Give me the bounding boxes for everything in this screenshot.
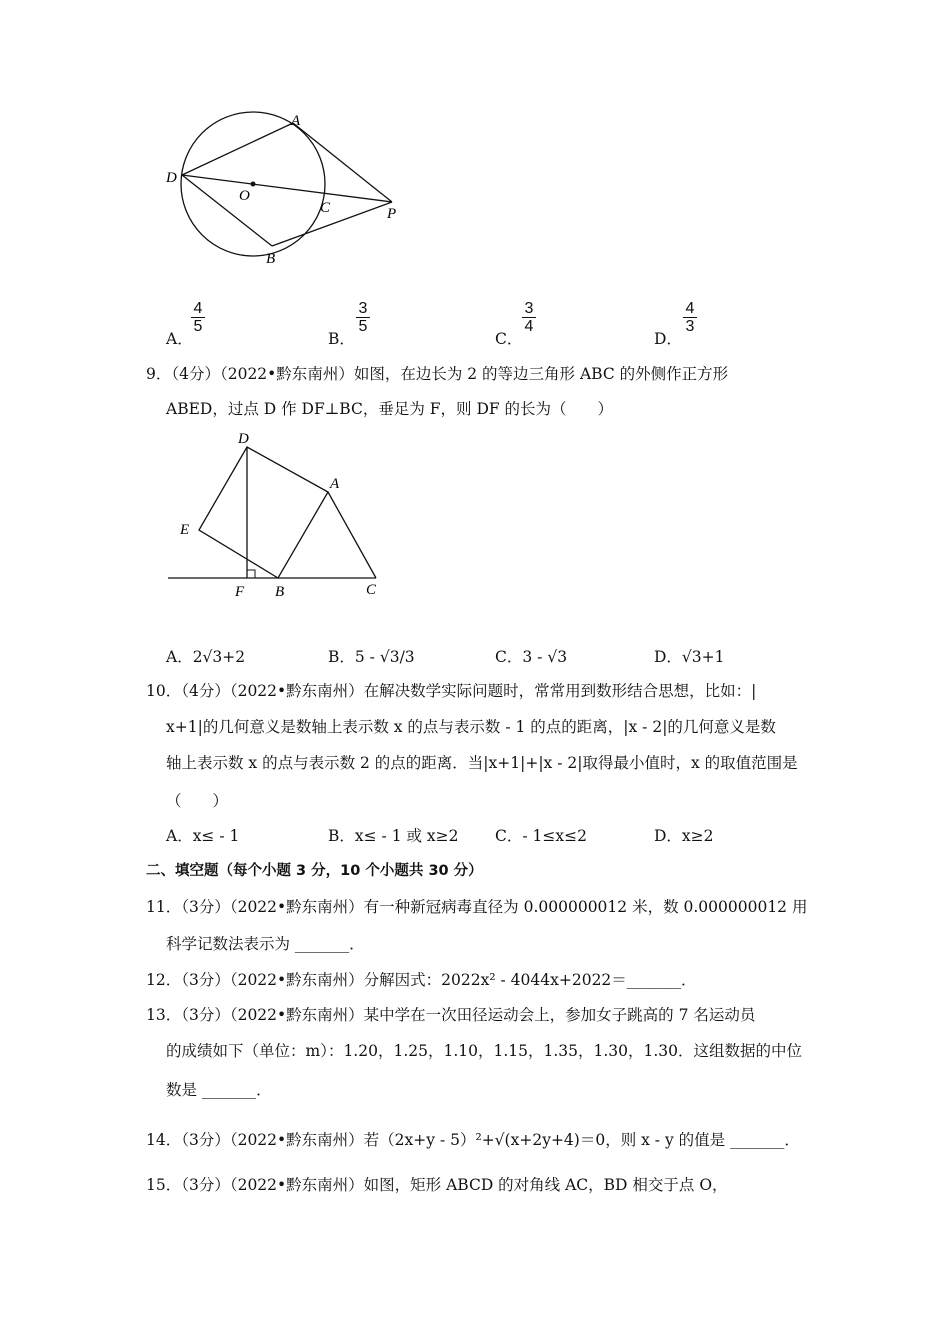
label-a: A (330, 476, 340, 492)
q13-line-2: 的成绩如下（单位：m）：1.20，1.25，1.10，1.15，1.35，1.30，1.30．这组数据的中位 (166, 1042, 803, 1060)
label-o: O (239, 188, 250, 204)
q10-line-2: x+1|的几何意义是数轴上表示数 x 的点与表示数 - 1 的点的距离，|x - 2|的几何意义是数 (166, 718, 776, 736)
q11-line-1: 11．（3分）（2022•黔东南州）有一种新冠病毒直径为 0.000000012 米，数 0.000000012 用 (146, 898, 808, 916)
q14-line-1: 14．（3分）（2022•黔东南州）若（2x+y - 5）²+√(x+2y+4)＝0，则 x - y 的值是 _______． (146, 1131, 800, 1149)
segment-dp (182, 175, 392, 202)
q13-line-1: 13．（3分）（2022•黔东南州）某中学在一次田径运动会上，参加女子跳高的 7 名运动员 (146, 1006, 756, 1024)
option-d-label: D． (654, 330, 682, 348)
q9-option-c: C．3 - √3 (495, 648, 568, 666)
segment-ap (293, 123, 392, 202)
option-c-label: C． (495, 330, 523, 348)
option-a-label: A． (166, 330, 193, 348)
q10-option-c: C．- 1≤x≤2 (495, 827, 587, 845)
q10-line-3: 轴上表示数 x 的点与表示数 2 的点的距离．当|x+1|+|x - 2|取得最小值时，x 的取值范围是 (166, 754, 798, 772)
q9-option-b: B．5 - √3/3 (328, 648, 415, 666)
label-c: C (320, 200, 331, 216)
option-d-fraction: 4 3 (683, 300, 697, 335)
label-c: C (366, 582, 377, 598)
q10-line-1: 10．（4分）（2022•黔东南州）在解决数学实际问题时，常常用到数形结合思想，比如：| (146, 682, 757, 700)
option-b-fraction: 3 5 (356, 300, 370, 335)
segment-db (182, 175, 272, 246)
q10-line-4: （ ） (166, 792, 229, 810)
label-d: D (238, 431, 249, 447)
square-triangle-figure (168, 431, 377, 600)
q10-option-b: B．x≤ - 1 或 x≥2 (328, 827, 459, 845)
segment-bp (272, 202, 392, 246)
q9-line-1: 9．（4分）（2022•黔东南州）如图，在边长为 2 的等边三角形 ABC 的外侧作正方形 (146, 365, 729, 383)
q12-line-1: 12．（3分）（2022•黔东南州）分解因式：2022x² - 4044x+2022＝_______． (146, 971, 697, 989)
label-b: B (266, 251, 276, 267)
option-c-fraction: 3 4 (522, 300, 536, 335)
q10-option-d: D．x≥2 (654, 827, 714, 845)
q9-option-d: D．√3+1 (654, 648, 725, 666)
label-b: B (275, 584, 285, 600)
option-a-fraction: 4 5 (191, 300, 205, 335)
label-p: P (387, 206, 397, 222)
section-heading: 二、填空题（每个小题 3 分，10 个小题共 30 分） (146, 863, 483, 879)
center-point (251, 182, 256, 187)
q11-line-2: 科学记数法表示为 _______． (166, 935, 365, 953)
q10-option-a: A．x≤ - 1 (166, 827, 240, 845)
segment-da (182, 123, 293, 175)
q15-line-1: 15．（3分）（2022•黔东南州）如图，矩形 ABCD 的对角线 AC，BD 相交于点 O， (146, 1176, 728, 1194)
q13-line-3: 数是 _______． (166, 1081, 272, 1099)
q9-line-2: ABED，过点 D 作 DF⊥BC，垂足为 F，则 DF 的长为（ ） (166, 400, 614, 418)
label-e: E (180, 522, 190, 538)
q9-option-a: A．2√3+2 (166, 648, 246, 666)
label-d: D (166, 170, 177, 186)
label-f: F (235, 584, 245, 600)
option-b-label: B． (328, 330, 355, 348)
label-a: A (291, 113, 301, 129)
